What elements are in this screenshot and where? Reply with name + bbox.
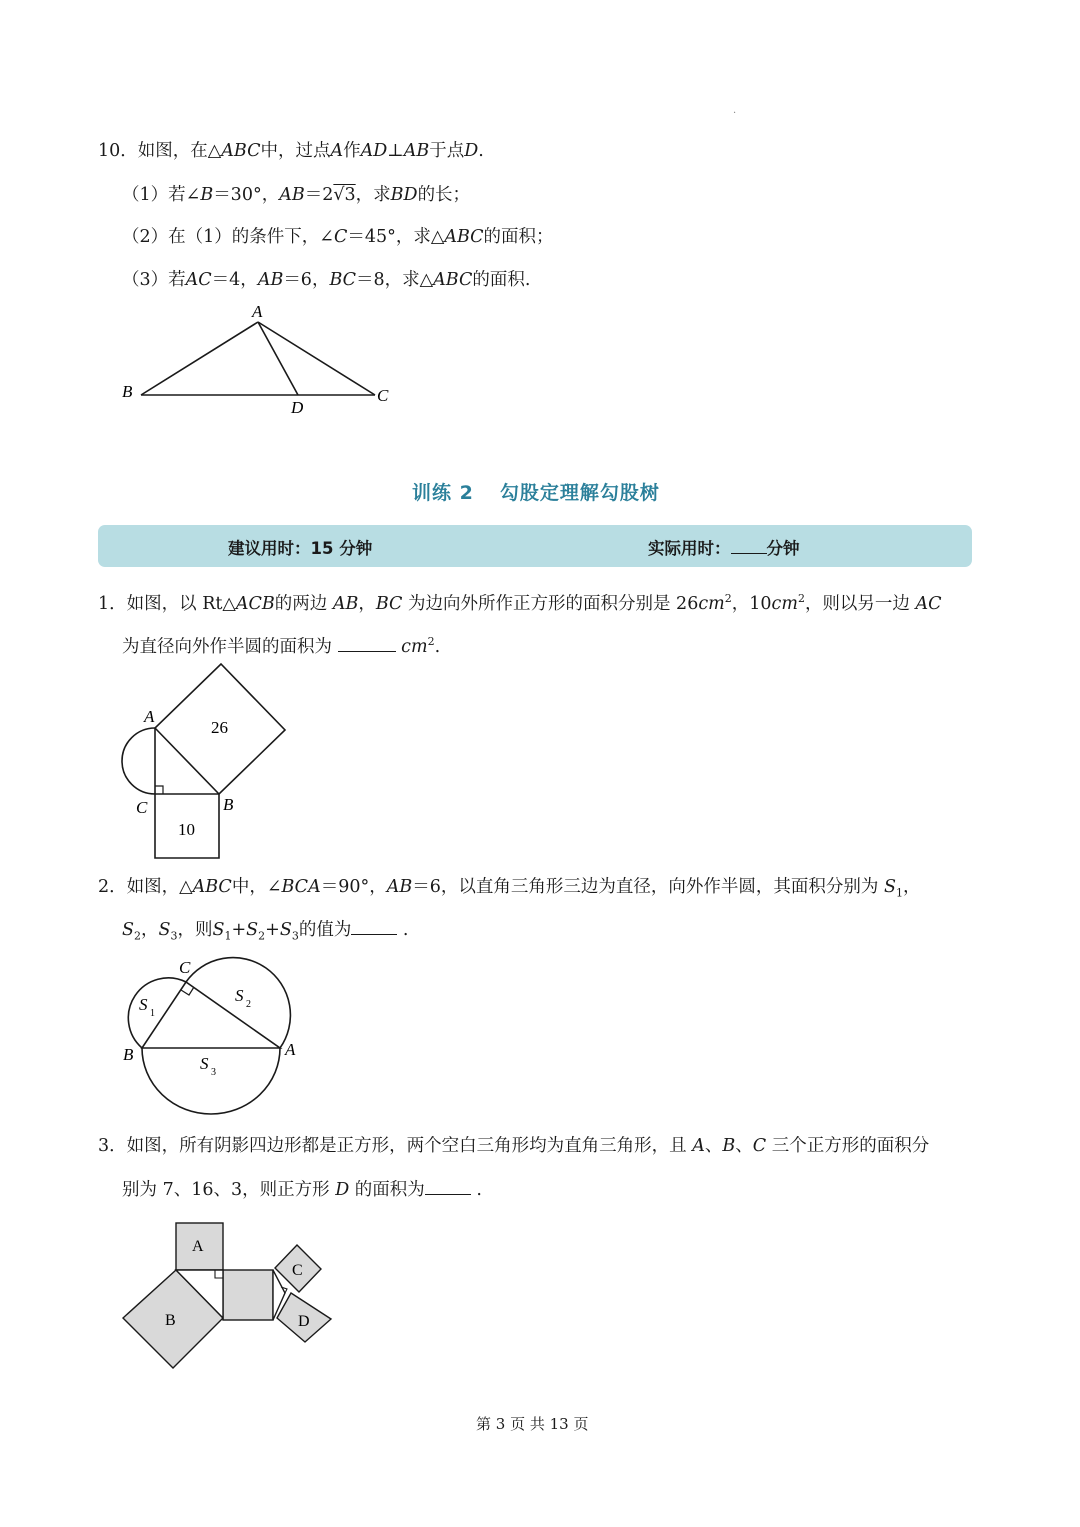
text: 为边向外所作正方形的面积分别是 26	[408, 593, 699, 614]
var: AB	[403, 141, 430, 161]
sqrt: √3	[333, 185, 356, 205]
text: 的面积.	[472, 270, 531, 290]
q2-answer-blank[interactable]	[351, 934, 397, 935]
unit: cm	[698, 593, 725, 614]
text: +	[265, 920, 280, 940]
text: 如图，△	[126, 877, 193, 897]
stray-dot: ·	[733, 108, 737, 119]
q10-stem	[98, 139, 484, 163]
var: B	[722, 1136, 736, 1156]
label-26: 26	[211, 718, 228, 737]
var: AB	[332, 593, 359, 614]
text: ＝8，求△	[356, 270, 434, 290]
text: 于点	[429, 141, 465, 161]
text: 如图，所有阴影四边形都是正方形，两个空白三角形均为直角三角形，且	[126, 1136, 687, 1156]
var: S	[212, 920, 225, 940]
text: 的两边	[274, 593, 328, 614]
var: S	[883, 877, 896, 897]
text: 如图，以 Rt△	[126, 593, 236, 614]
text: 的长；	[417, 185, 471, 205]
var: ABC	[221, 141, 261, 161]
semicircle-ba	[142, 1048, 280, 1114]
text: ，则以另一边	[804, 593, 910, 614]
side-ab	[141, 322, 258, 395]
text: ＝2	[304, 185, 334, 205]
q2-line1	[98, 875, 920, 906]
label-c: C	[136, 798, 148, 817]
text: ，则	[177, 920, 213, 940]
sub: 1	[224, 929, 232, 943]
text: ，	[141, 920, 159, 940]
text: 的面积为	[354, 1180, 425, 1200]
label-c: C	[377, 386, 389, 405]
unit: cm	[771, 593, 798, 614]
var: AB	[279, 185, 305, 205]
var: BC	[329, 270, 357, 290]
text: （1）若∠	[122, 185, 201, 205]
var: D	[464, 141, 479, 161]
text: .	[434, 636, 441, 657]
var: AB	[386, 877, 413, 897]
text: 的值为	[298, 920, 352, 940]
q2-line2	[122, 918, 409, 949]
text: 别为 7、16、3，则正方形	[122, 1180, 330, 1200]
var: ABC	[192, 877, 232, 897]
section-number: 训练 2	[412, 482, 474, 504]
label-d: D	[298, 1313, 310, 1330]
triangle-abc	[142, 982, 280, 1048]
actual-blank[interactable]	[731, 553, 767, 554]
label-a: A	[192, 1238, 204, 1255]
text: 、	[735, 1136, 753, 1156]
sub: 1	[895, 886, 903, 900]
label-b: B	[122, 382, 133, 401]
var: S	[122, 920, 134, 940]
text: 中，∠	[231, 877, 282, 897]
label-s2: S	[235, 986, 244, 1005]
page-footer: 第 3 页 共 13 页	[476, 1415, 589, 1433]
right-angle-c	[181, 987, 194, 995]
text: ＝30°，	[213, 185, 280, 205]
text: +	[231, 920, 247, 940]
var: A	[330, 141, 344, 161]
var: BD	[390, 185, 418, 205]
exp: 2	[724, 592, 732, 605]
text: 、	[704, 1136, 723, 1156]
var: C	[752, 1136, 767, 1156]
var: AB	[257, 270, 284, 290]
suggested-value: 15 分钟	[310, 539, 373, 558]
q3-answer-blank[interactable]	[425, 1194, 471, 1195]
suggested-time	[228, 535, 372, 559]
label-b: B	[123, 1045, 134, 1064]
exp: 2	[427, 635, 435, 648]
q1-line1	[98, 587, 942, 616]
text: ，	[902, 877, 921, 897]
var: B	[200, 185, 214, 205]
label-a: A	[285, 1040, 296, 1059]
q1-line2	[122, 630, 440, 659]
label-c: C	[179, 958, 191, 977]
sub: 3	[291, 929, 299, 943]
label-b: B	[223, 795, 234, 814]
label-s3: S	[200, 1054, 209, 1073]
var: BCA	[281, 877, 321, 897]
label-a: A	[144, 707, 155, 726]
label-s3-sub: 3	[211, 1067, 216, 1078]
var: AD	[360, 141, 388, 161]
suggested-label: 建议用时：	[228, 539, 311, 558]
label-d: D	[291, 398, 304, 417]
q2-number: 2．	[98, 877, 127, 897]
q3-figure	[115, 1215, 340, 1375]
label-c: C	[292, 1262, 303, 1279]
text: 如图，在△	[137, 141, 222, 161]
text: ，	[358, 593, 376, 614]
var: ABC	[444, 227, 484, 247]
var: S	[279, 920, 292, 940]
text: ⊥	[387, 141, 404, 161]
actual-time	[648, 535, 800, 559]
q3-line1	[98, 1134, 929, 1158]
square-middle	[223, 1270, 273, 1320]
label-b: B	[165, 1312, 176, 1329]
sub: 2	[258, 929, 266, 943]
text: ＝90°，	[320, 877, 387, 897]
q3-line2	[122, 1178, 482, 1202]
label-s2-sub: 2	[246, 999, 251, 1010]
segment-ad	[258, 322, 298, 395]
text: ＝6，	[283, 270, 330, 290]
label-s1-sub: 1	[150, 1008, 155, 1019]
text: （3）若	[122, 270, 186, 290]
label-a: A	[252, 302, 263, 321]
sub: 3	[170, 929, 178, 943]
var: ABC	[433, 270, 473, 290]
q10-part3	[122, 268, 530, 292]
var: BC	[375, 593, 403, 614]
side-ac	[258, 322, 375, 395]
var: AC	[915, 593, 942, 614]
text: 为直径向外作半圆的面积为	[122, 636, 332, 657]
section-title	[412, 478, 660, 505]
q10-figure	[115, 300, 405, 425]
right-angle-c	[155, 786, 163, 794]
var: AC	[185, 270, 212, 290]
var: C	[333, 227, 348, 247]
sub: 2	[134, 929, 141, 943]
label-s1: S	[139, 995, 148, 1014]
text: .	[402, 920, 409, 940]
q10-part1	[122, 183, 470, 207]
var: ACB	[235, 593, 275, 614]
q2-figure	[115, 952, 315, 1117]
text: 三个正方形的面积分	[771, 1136, 930, 1156]
text: ＝4，	[211, 270, 258, 290]
text: 的面积；	[483, 227, 554, 247]
q1-answer-blank[interactable]	[338, 651, 396, 652]
text: 中，过点	[260, 141, 331, 161]
label-10: 10	[178, 820, 195, 839]
q10-part2	[122, 225, 554, 249]
q1-number: 1．	[98, 593, 127, 614]
text: ＝6，以直角三角形三边为直径，向外作半圆，其面积分别为	[412, 877, 879, 897]
exp: 2	[797, 592, 805, 605]
var: A	[692, 1136, 705, 1156]
q1-figure	[115, 660, 300, 865]
var: D	[335, 1180, 350, 1200]
actual-unit: 分钟	[766, 539, 800, 558]
q3-number: 3．	[98, 1136, 127, 1156]
section-name: 勾股定理解勾股树	[499, 482, 660, 504]
text: ，求	[355, 185, 391, 205]
text: （2）在（1）的条件下，∠	[122, 227, 334, 247]
text: 作	[343, 141, 361, 161]
semicircle-bc	[128, 978, 186, 1048]
actual-label: 实际用时：	[648, 539, 731, 558]
text: ＝45°，求△	[347, 227, 445, 247]
text: .	[476, 1180, 482, 1200]
text: .	[478, 141, 484, 161]
q10-number: 10．	[98, 141, 138, 161]
semicircle-ac	[122, 728, 155, 794]
var: S	[158, 920, 171, 940]
unit: cm	[401, 636, 428, 657]
text: ，10	[731, 593, 772, 614]
var: S	[246, 920, 259, 940]
